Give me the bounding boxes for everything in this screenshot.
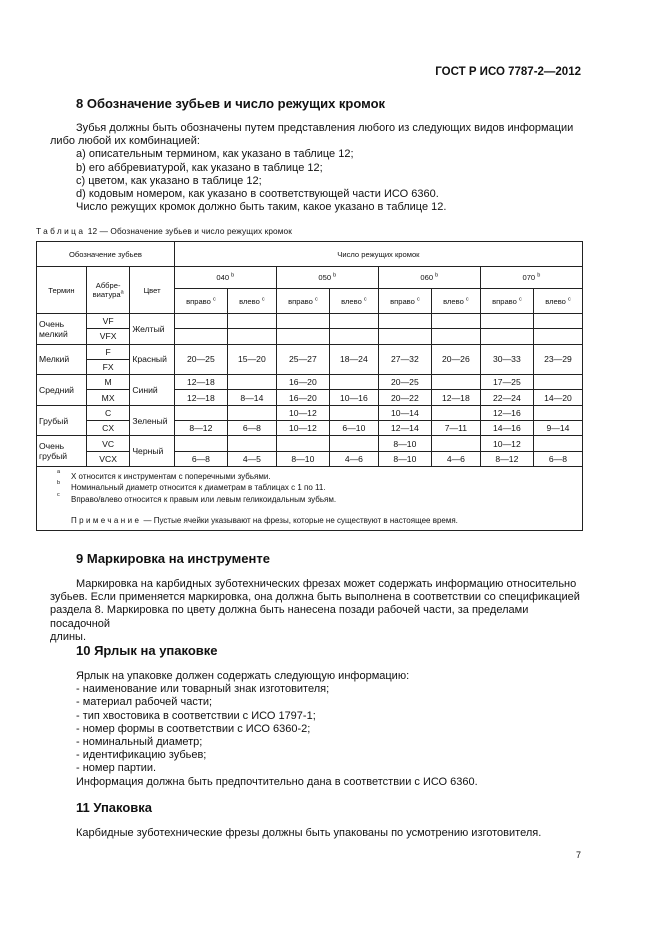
value-cell: 4—6 xyxy=(431,451,480,466)
table-row xyxy=(37,329,583,344)
value-cell: 7—11 xyxy=(431,421,480,436)
footnote-a: a Х относится к инструментам с поперечными зубьями. xyxy=(57,468,271,481)
header-code: 070 $^b$ xyxy=(480,267,582,289)
list-item: c) цветом, как указано в таблице 12; xyxy=(76,174,262,187)
header-code: 040 $^b$ xyxy=(174,267,276,289)
value-cell xyxy=(227,436,276,451)
section-10-body xyxy=(76,670,584,789)
value-cell: 16—20 xyxy=(276,375,329,390)
footnote-b: b Номинальный диаметр относится к диаметрам в таблицах с 1 по 11. xyxy=(57,480,326,493)
list-item: - материал рабочей части; xyxy=(76,696,213,709)
table-caption xyxy=(36,226,292,236)
header-right: вправо $^c$ xyxy=(276,289,329,314)
value-cell: 22—24 xyxy=(480,390,533,405)
paragraph-line: Маркировка на карбидных зуботехнических фрезах может содержать информацию относительно xyxy=(76,578,577,590)
value-cell: 20—22 xyxy=(378,390,431,405)
value-cell: 6—8 xyxy=(174,451,227,466)
table-row xyxy=(37,421,583,436)
value-cell xyxy=(174,405,227,420)
table-caption-word: Таблица xyxy=(36,226,86,236)
term-cell: Мелкий xyxy=(37,344,87,375)
table-row xyxy=(37,390,583,405)
table-remark: Примечание — Пустые ячейки указывают на фрезы, которые не существуют в настоящее время. xyxy=(71,515,458,525)
value-cell xyxy=(431,436,480,451)
value-cell: 18—24 xyxy=(329,344,378,375)
standard-header: ГОСТ Р ИСО 7787-2—2012 xyxy=(435,66,581,78)
abbr-cell: M xyxy=(86,375,129,390)
table-row xyxy=(37,375,583,390)
value-cell: 25—27 xyxy=(276,344,329,375)
value-cell: 10—16 xyxy=(329,390,378,405)
table-row xyxy=(37,314,583,329)
header-right: вправо $^c$ xyxy=(378,289,431,314)
list-item: - номер партии. xyxy=(76,762,157,775)
color-cell: Зеленый xyxy=(130,405,174,436)
value-cell: 10—12 xyxy=(480,436,533,451)
color-cell: Синий xyxy=(130,375,174,406)
value-cell: 20—26 xyxy=(431,344,480,375)
value-cell: 8—10 xyxy=(378,436,431,451)
value-cell: 6—8 xyxy=(533,451,582,466)
table-row xyxy=(37,344,583,359)
list-item: a) описательным термином, как указано в таблице 12; xyxy=(76,148,354,161)
value-cell: 6—10 xyxy=(329,421,378,436)
value-cell: 17—25 xyxy=(480,375,533,390)
list-item: - тип хвостовика в соответствии с ИСО 1797-1; xyxy=(76,709,316,722)
paragraph: Зубья должны быть обозначены путем представления любого из следующих видов информации xyxy=(76,122,574,134)
list-item: d) кодовым номером, как указано в соответствующей части ИСО 6360. xyxy=(76,188,439,201)
section-10-title: 10 Ярлык на упаковке xyxy=(76,643,218,658)
value-cell xyxy=(329,436,378,451)
value-cell xyxy=(533,405,582,420)
value-cell xyxy=(227,405,276,420)
list-item: - наименование или товарный знак изготовителя; xyxy=(76,683,330,696)
color-cell: Желтый xyxy=(130,314,174,345)
value-cell xyxy=(276,436,329,451)
paragraph: Число режущих кромок должно быть таким, какое указано в таблице 12. xyxy=(76,201,447,214)
table-caption-text: 12 — Обозначение зубьев и число режущих кромок xyxy=(87,226,293,236)
value-cell: 9—14 xyxy=(533,421,582,436)
value-cell: 10—14 xyxy=(378,405,431,420)
value-cell xyxy=(227,375,276,390)
value-cell xyxy=(533,436,582,451)
abbr-cell: FX xyxy=(86,359,129,374)
list-item: - номинальный диаметр; xyxy=(76,736,203,749)
header-left: влево $^c$ xyxy=(533,289,582,314)
header-left: влево $^c$ xyxy=(329,289,378,314)
paragraph-line: зубьев. Если применяется маркировка, она должна быть выполнена в соответствии со спецификацией xyxy=(50,591,580,604)
value-cell xyxy=(431,405,480,420)
header-right: вправо $^c$ xyxy=(174,289,227,314)
section-11-body: Карбидные зуботехнические фрезы должны быть упакованы по усмотрению изготовителя. xyxy=(76,827,542,839)
abbr-cell: VF xyxy=(86,314,129,329)
value-cell: 27—32 xyxy=(378,344,431,375)
header-code: 050 $^b$ xyxy=(276,267,378,289)
section-9-body xyxy=(50,578,584,644)
value-cell: 10—12 xyxy=(276,421,329,436)
table-row xyxy=(37,405,583,420)
value-cell: 8—10 xyxy=(378,451,431,466)
table-row xyxy=(37,451,583,466)
value-cell: 6—8 xyxy=(227,421,276,436)
header-color: Цвет xyxy=(130,267,174,314)
value-cell xyxy=(431,375,480,390)
value-cell: 4—6 xyxy=(329,451,378,466)
value-cell: 8—10 xyxy=(276,451,329,466)
value-cell: 8—12 xyxy=(480,451,533,466)
section-8-title: 8 Обозначение зубьев и число режущих кромок xyxy=(76,96,386,111)
color-cell: Красный xyxy=(130,344,174,375)
value-cell xyxy=(329,375,378,390)
value-cell: 16—20 xyxy=(276,390,329,405)
value-cell xyxy=(533,375,582,390)
value-cell: 15—20 xyxy=(227,344,276,375)
list-item: - номер формы в соответствии с ИСО 6360-2; xyxy=(76,722,311,735)
abbr-cell: VCX xyxy=(86,451,129,466)
header-designation: Обозначение зубьев xyxy=(37,242,175,267)
value-cell: 12—18 xyxy=(431,390,480,405)
value-cell: 20—25 xyxy=(378,375,431,390)
value-cell xyxy=(174,436,227,451)
abbr-cell: F xyxy=(86,344,129,359)
table-row xyxy=(37,436,583,451)
color-cell: Черный xyxy=(130,436,174,467)
header-left: влево $^c$ xyxy=(227,289,276,314)
value-cell xyxy=(329,405,378,420)
list-item: - идентификацию зубьев; xyxy=(76,749,207,762)
value-cell: 14—16 xyxy=(480,421,533,436)
value-cell: 30—33 xyxy=(480,344,533,375)
paragraph-line: длины. xyxy=(50,630,87,643)
header-term: Термин xyxy=(37,267,87,314)
paragraph: Информация должна быть предпочтительно дана в соответствии с ИСО 6360. xyxy=(76,775,478,788)
section-9-title: 9 Маркировка на инструменте xyxy=(76,551,270,566)
term-cell: Грубый xyxy=(37,405,87,436)
term-cell: Средний xyxy=(37,375,87,406)
value-cell: 10—12 xyxy=(276,405,329,420)
abbr-cell: VC xyxy=(86,436,129,451)
value-cell: 8—14 xyxy=(227,390,276,405)
list-item: b) его аббревиатурой, как указано в таблице 12; xyxy=(76,161,323,174)
value-cell: 8—12 xyxy=(174,421,227,436)
value-cell: 20—25 xyxy=(174,344,227,375)
abbr-cell: MX xyxy=(86,390,129,405)
table-12 xyxy=(36,241,583,531)
paragraph: либо любой их комбинацией: xyxy=(50,135,200,148)
value-cell: 23—29 xyxy=(533,344,582,375)
value-cell: 12—16 xyxy=(480,405,533,420)
paragraph-line: раздела 8. Маркировка по цвету должна быть нанесена позади рабочей части, за пределами посадочной xyxy=(50,604,529,630)
value-cell: 14—20 xyxy=(533,390,582,405)
header-left: влево $^c$ xyxy=(431,289,480,314)
value-cell: 12—18 xyxy=(174,390,227,405)
table-notes-row xyxy=(37,466,583,530)
section-8-body xyxy=(50,122,584,214)
term-cell: Очень грубый xyxy=(37,436,87,467)
footnote-c: c Вправо/влево относится к правым или левым геликоидальным зубьям. xyxy=(57,491,337,504)
term-cell: Очень мелкий xyxy=(37,314,87,345)
value-cell: 12—18 xyxy=(174,375,227,390)
abbr-cell: CX xyxy=(86,421,129,436)
header-edges: Число режущих кромок xyxy=(174,242,582,267)
abbr-cell: C xyxy=(86,405,129,420)
page-number: 7 xyxy=(575,850,581,860)
header-right: вправо $^c$ xyxy=(480,289,533,314)
table-notes xyxy=(37,466,583,530)
paragraph: Ярлык на упаковке должен содержать следующую информацию: xyxy=(76,670,410,682)
value-cell: 12—14 xyxy=(378,421,431,436)
header-code: 060 $^b$ xyxy=(378,267,480,289)
header-abbr: Аббре-виатура$^a$ xyxy=(86,267,129,314)
section-11-title: 11 Упаковка xyxy=(76,800,153,815)
value-cell: 4—5 xyxy=(227,451,276,466)
abbr-cell: VFX xyxy=(86,329,129,344)
